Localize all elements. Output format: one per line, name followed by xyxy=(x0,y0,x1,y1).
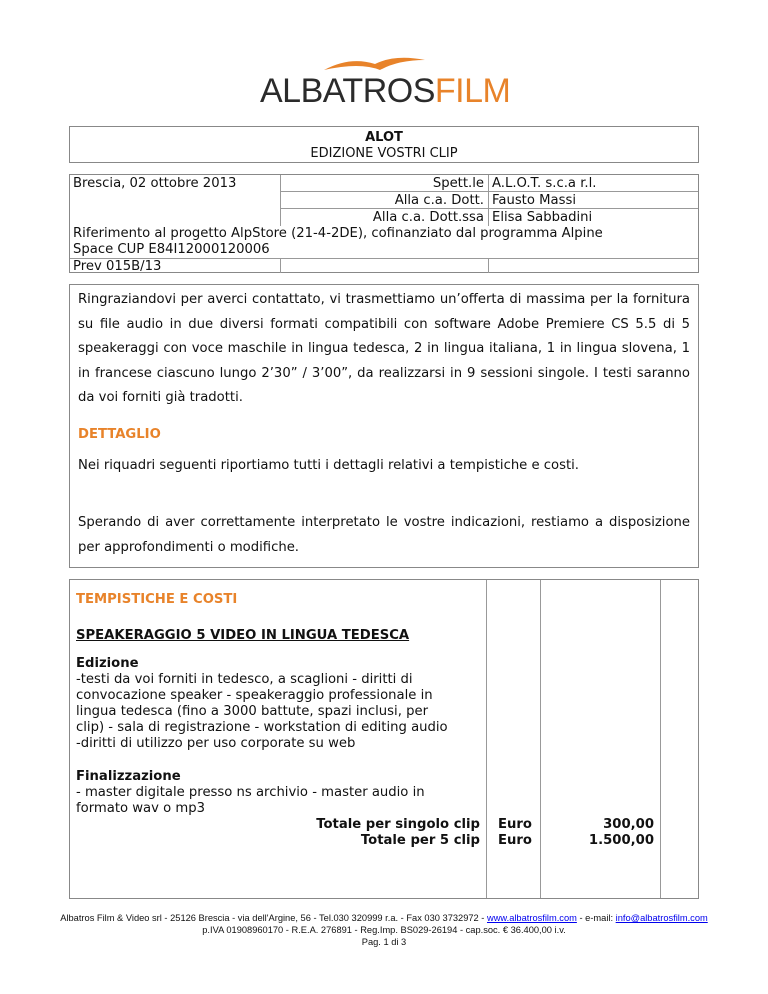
page-footer xyxy=(0,912,768,948)
info-table xyxy=(69,174,699,273)
finalizzazione-line-1: - master digitale presso ns archivio - master audio in xyxy=(76,785,425,800)
total-single-clip-label: Totale per singolo clip xyxy=(316,817,480,832)
total-five-clips-value: 1.500,00 xyxy=(588,833,654,848)
footer-registration-line: p.IVA 01908960170 - R.E.A. 276891 - Reg.Imp. BS029-26194 - cap.soc. € 36.400,00 i.v. xyxy=(202,925,566,935)
footer-company-line xyxy=(0,912,768,924)
footer-email-label: - e-mail: xyxy=(576,913,616,923)
attention-value-1: Fausto Massi xyxy=(492,193,576,208)
edizione-line-4: clip) - sala di registrazione - workstation di editing audio xyxy=(76,720,448,735)
website-link[interactable]: www.albatrosfilm.com xyxy=(486,913,577,923)
quote-number: Prev 015B/13 xyxy=(73,259,162,274)
project-reference-line1: Riferimento al progetto AlpStore (21-4-2DE), cofinanziato dal programma Alpine xyxy=(73,226,603,241)
detail-paragraph: Nei riquadri seguenti riportiamo tutti i dettagli relativi a tempistiche e costi. xyxy=(78,458,580,473)
recipient-value: A.L.O.T. s.c.a r.l. xyxy=(492,176,597,191)
document-title: ALOT xyxy=(365,130,403,145)
project-reference-line2: Space CUP E84I12000120006 xyxy=(73,242,270,257)
attention-value-2: Elisa Sabbadini xyxy=(492,210,593,225)
service-section-title: SPEAKERAGGIO 5 VIDEO IN LINGUA TEDESCA xyxy=(76,628,410,643)
intro-paragraph: Ringraziandovi per averci contattato, vi trasmettiamo un’offerta di massima per la fornitura su file audio in due diversi formati compatibili con software Adobe Premiere CS 5.5 di 5 speakeraggi con voce maschile in lingua tedesca, 2 in lingua italiana, 1 in lingua slovena, 1 in francese ciascuno lungo 2’30” / 3’00”, da realizzarsi in 9 sessioni singole. I testi saranno da voi forniti già tradotti. xyxy=(78,292,690,405)
intro-box xyxy=(69,284,699,568)
email-link[interactable]: info@albatrosfilm.com xyxy=(615,913,708,923)
edizione-line-5: -diritti di utilizzo per uso corporate su web xyxy=(76,736,356,751)
footer-company-info: Albatros Film & Video srl - 25126 Brescia - via dell'Argine, 56 - Tel.030 320999 r.a. - Fax 030 3732972 - xyxy=(60,913,487,923)
edizione-line-2: convocazione speaker - speakeraggio professionale in xyxy=(76,688,433,703)
title-box xyxy=(69,126,699,163)
edizione-line-3: lingua tedesca (fino a 3000 battute, spazi inclusi, per xyxy=(76,704,428,719)
costs-table xyxy=(69,579,699,899)
total-five-clips-currency: Euro xyxy=(498,833,532,848)
letter-date: Brescia, 02 ottobre 2013 xyxy=(73,176,237,191)
costs-heading: TEMPISTICHE E COSTI xyxy=(76,592,238,607)
closing-paragraph: Sperando di aver correttamente interpretato le vostre indicazioni, restiamo a disposizione per approfondimenti o modifiche. xyxy=(78,515,690,555)
recipient-label: Spett.le xyxy=(432,176,484,191)
attention-label-2: Alla c.a. Dott.ssa xyxy=(372,210,484,225)
edizione-line-1: -testi da voi forniti in tedesco, a scaglioni - diritti di xyxy=(76,672,413,687)
detail-heading: DETTAGLIO xyxy=(78,427,161,442)
finalizzazione-line-2: formato wav o mp3 xyxy=(76,801,205,816)
company-logo xyxy=(260,54,511,110)
attention-label-1: Alla c.a. Dott. xyxy=(394,193,484,208)
edizione-title: Edizione xyxy=(76,656,139,671)
page-number: Pag. 1 di 3 xyxy=(361,937,407,947)
logo-text-albatros: ALBATROS xyxy=(260,72,435,110)
document-subtitle: EDIZIONE VOSTRI CLIP xyxy=(310,146,458,161)
total-single-clip-currency: Euro xyxy=(498,817,532,832)
logo-text-film: FILM xyxy=(434,72,511,110)
finalizzazione-title: Finalizzazione xyxy=(76,769,181,784)
total-five-clips-label: Totale per 5 clip xyxy=(360,833,480,848)
total-single-clip-value: 300,00 xyxy=(603,817,654,832)
